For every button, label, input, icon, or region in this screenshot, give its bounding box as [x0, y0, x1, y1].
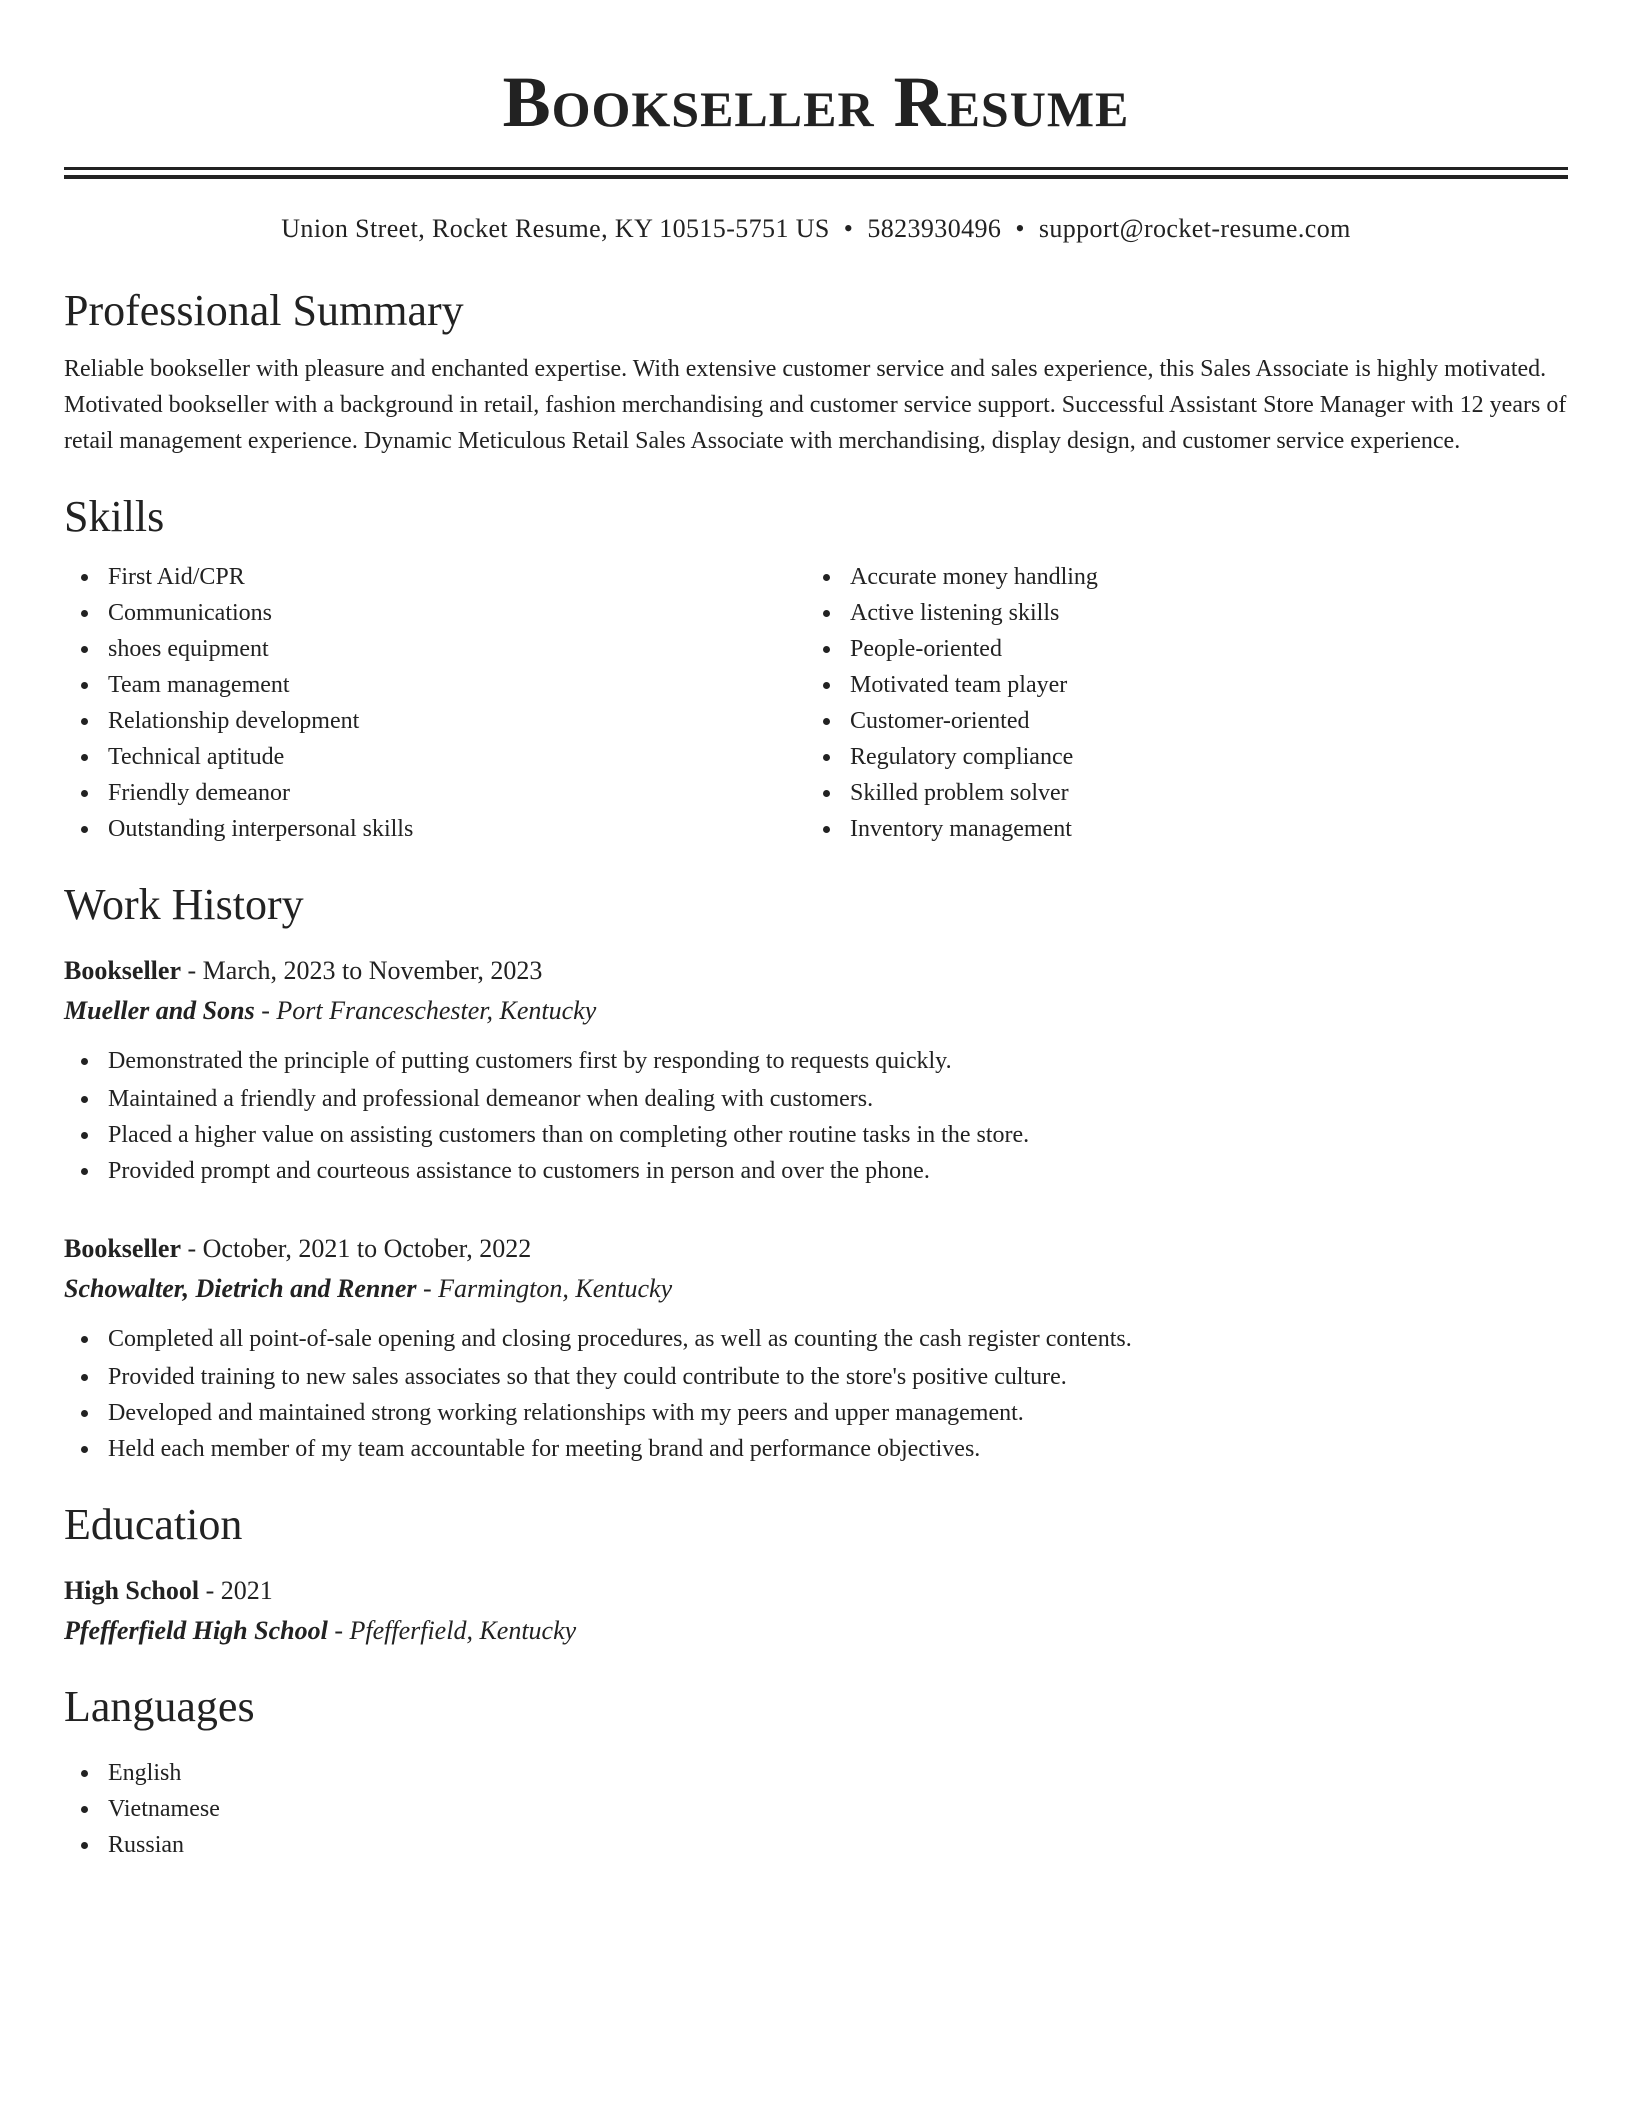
job-duty: Provided training to new sales associates so that they could contribute to the store's positive culture. — [64, 1359, 1568, 1395]
education-school: Pfefferfield High School — [64, 1616, 328, 1645]
education-heading: Education — [64, 1500, 243, 1549]
job-title: Bookseller — [64, 1234, 181, 1263]
skills-column-right — [806, 559, 1548, 847]
job-duty: Placed a higher value on assisting customers than on completing other routine tasks in the store. — [64, 1117, 1568, 1153]
job-dates: - March, 2023 to November, 2023 — [181, 956, 543, 985]
skill-item: Friendly demeanor — [64, 775, 806, 811]
contact-phone: 5823930496 — [867, 214, 1002, 243]
work-history-heading: Work History — [64, 880, 304, 929]
skill-item: Inventory management — [806, 811, 1548, 847]
skill-item: Technical aptitude — [64, 739, 806, 775]
language-item: Russian — [64, 1827, 1568, 1863]
skills-grid — [64, 559, 1568, 847]
title-divider — [64, 167, 1568, 179]
job-duties-list — [64, 1321, 1568, 1467]
summary-text: Reliable bookseller with pleasure and enchanted expertise. With extensive customer service and sales experience, this Sales Associate is highly motivated. Motivated bookseller with a background in retail, fashion merchandising and customer service support. Successful Assistant Store Manager with 12 years of retail management experience. Dynamic Meticulous Retail Sales Associate with merchandising, display design, and customer service experience. — [64, 356, 1567, 454]
skill-item: First Aid/CPR — [64, 559, 806, 595]
skill-item: Team management — [64, 667, 806, 703]
job-duty: Completed all point-of-sale opening and closing procedures, as well as counting the cash register contents. — [64, 1321, 1568, 1357]
job-entry — [64, 1231, 1568, 1467]
job-company: Mueller and Sons — [64, 996, 255, 1025]
job-duty: Demonstrated the principle of putting customers first by responding to requests quickly. — [64, 1043, 1568, 1079]
job-company: Schowalter, Dietrich and Renner — [64, 1274, 417, 1303]
summary-heading: Professional Summary — [64, 286, 464, 335]
skill-item: shoes equipment — [64, 631, 806, 667]
contact-separator: • — [843, 214, 854, 243]
contact-separator: • — [1015, 214, 1025, 243]
skill-item: Skilled problem solver — [806, 775, 1548, 811]
skill-item: Motivated team player — [806, 667, 1548, 703]
skill-item: Regulatory compliance — [806, 739, 1548, 775]
skill-item: Customer-oriented — [806, 703, 1548, 739]
skills-list-right — [806, 559, 1548, 847]
contact-line — [64, 211, 1568, 247]
skill-item: Communications — [64, 595, 806, 631]
language-item: English — [64, 1755, 1568, 1791]
education-year: - 2021 — [199, 1576, 273, 1605]
job-location: - Farmington, Kentucky — [416, 1274, 673, 1303]
education-school-line — [64, 1613, 1568, 1649]
skill-item: Active listening skills — [806, 595, 1548, 631]
job-duty: Provided prompt and courteous assistance to customers in person and over the phone. — [64, 1153, 1568, 1189]
education-entry — [64, 1573, 1568, 1649]
job-company-line — [64, 993, 1568, 1029]
skill-item: Outstanding interpersonal skills — [64, 811, 806, 847]
language-item: Vietnamese — [64, 1791, 1568, 1827]
education-degree: High School — [64, 1576, 200, 1605]
education-degree-line — [64, 1573, 1568, 1609]
job-location: - Port Franceschester, Kentucky — [254, 996, 597, 1025]
skills-list-left — [64, 559, 806, 847]
job-company-line — [64, 1271, 1568, 1307]
languages-list — [64, 1755, 1568, 1863]
resume-title: Bookseller Resume — [502, 62, 1130, 142]
job-duty: Maintained a friendly and professional demeanor when dealing with customers. — [64, 1081, 1568, 1117]
skill-item: Relationship development — [64, 703, 806, 739]
skills-heading: Skills — [64, 492, 165, 541]
job-title: Bookseller — [64, 956, 181, 985]
skill-item: People-oriented — [806, 631, 1548, 667]
job-title-line — [64, 1231, 1568, 1267]
contact-address: Union Street, Rocket Resume, KY 10515-5751 US — [281, 214, 830, 243]
skill-item: Accurate money handling — [806, 559, 1548, 595]
languages-heading: Languages — [64, 1682, 255, 1731]
job-duty: Held each member of my team accountable for meeting brand and performance objectives. — [64, 1431, 1568, 1467]
job-duties-list — [64, 1043, 1568, 1189]
education-location: - Pfefferfield, Kentucky — [327, 1616, 577, 1645]
job-duty: Developed and maintained strong working relationships with my peers and upper management. — [64, 1395, 1568, 1431]
job-entry — [64, 953, 1568, 1189]
job-title-line — [64, 953, 1568, 989]
skills-column-left — [64, 559, 806, 847]
job-dates: - October, 2021 to October, 2022 — [181, 1234, 532, 1263]
contact-email: support@rocket-resume.com — [1038, 214, 1351, 243]
